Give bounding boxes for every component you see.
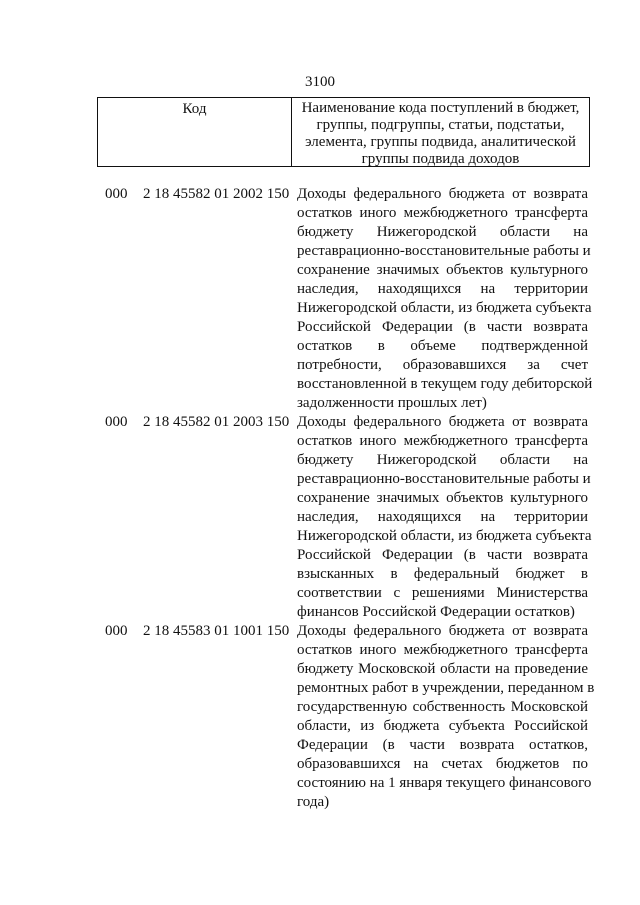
table-header [97,97,590,167]
description-line: остатков иного межбюджетного трансферта [297,205,588,221]
header-name-line: группы, подгруппы, статьи, подстатьи, [316,117,565,133]
description-line: Нижегородской области, из бюджета субъекта [297,300,592,316]
description-line: остатков иного межбюджетного трансферта [297,433,588,449]
description-line: бюджету Московской области на проведение [297,661,588,677]
code-entry [0,185,640,413]
description-line: Российской Федерации (в части возврата [297,319,588,335]
description-line: реставрационно-восстановительные работы и [297,471,591,487]
description-line: остатков иного межбюджетного трансферта [297,642,588,658]
admin-code: 000 [105,186,128,202]
description-line: Российской Федерации (в части возврата [297,547,588,563]
description-line: взысканных в федеральный бюджет в [297,566,588,582]
description-line: Доходы федерального бюджета от возврата [297,623,588,639]
description-line: наследия, находящихся на территории [297,281,588,297]
description-line: состоянию на 1 января текущего финансового [297,775,592,791]
description-line: года) [297,794,330,810]
description-line: восстановленной в текущем году дебиторской [297,376,593,392]
admin-code: 000 [105,623,128,639]
description-line: соответствии с решениями Министерства [297,585,588,601]
code-entry [0,622,640,812]
budget-code: 2 18 45582 01 2002 150 [143,186,290,202]
description-line: Доходы федерального бюджета от возврата [297,414,588,430]
entry-description [297,413,592,622]
description-line: ремонтных работ в учреждении, переданном в [297,680,595,696]
description-line: образовавшихся на счетах бюджетов по [297,756,588,772]
admin-code: 000 [105,414,128,430]
header-name-line: группы подвида доходов [361,151,520,167]
description-line: остатков в объеме подтвержденной [297,338,588,354]
description-line: Нижегородской области, из бюджета субъекта [297,528,592,544]
description-line: задолженности прошлых лет) [297,395,487,411]
description-line: государственную собственность Московской [297,699,588,715]
description-line: финансов Российской Федерации остатков) [297,604,575,620]
entry-description [297,622,595,812]
description-line: Федерации (в части возврата остатков, [297,737,588,753]
description-line: бюджету Нижегородской области на [297,224,588,240]
budget-code: 2 18 45582 01 2003 150 [143,414,290,430]
description-line: бюджету Нижегородской области на [297,452,588,468]
entries-list [0,185,640,812]
description-line: Доходы федерального бюджета от возврата [297,186,588,202]
header-name-column [292,98,589,166]
code-entry [0,413,640,622]
description-line: области, из бюджета субъекта Российской [297,718,588,734]
page-number: 3100 [305,74,335,90]
description-line: потребности, образовавшихся за счет [297,357,588,373]
header-code-column: Код [98,98,292,166]
header-name-line: элемента, группы подвида, аналитической [305,134,576,150]
entry-description [297,185,593,413]
description-line: наследия, находящихся на территории [297,509,588,525]
description-line: сохранение значимых объектов культурного [297,262,588,278]
header-name-line: Наименование кода поступлений в бюджет, [301,100,580,116]
description-line: реставрационно-восстановительные работы и [297,243,591,259]
budget-code: 2 18 45583 01 1001 150 [143,623,290,639]
description-line: сохранение значимых объектов культурного [297,490,588,506]
